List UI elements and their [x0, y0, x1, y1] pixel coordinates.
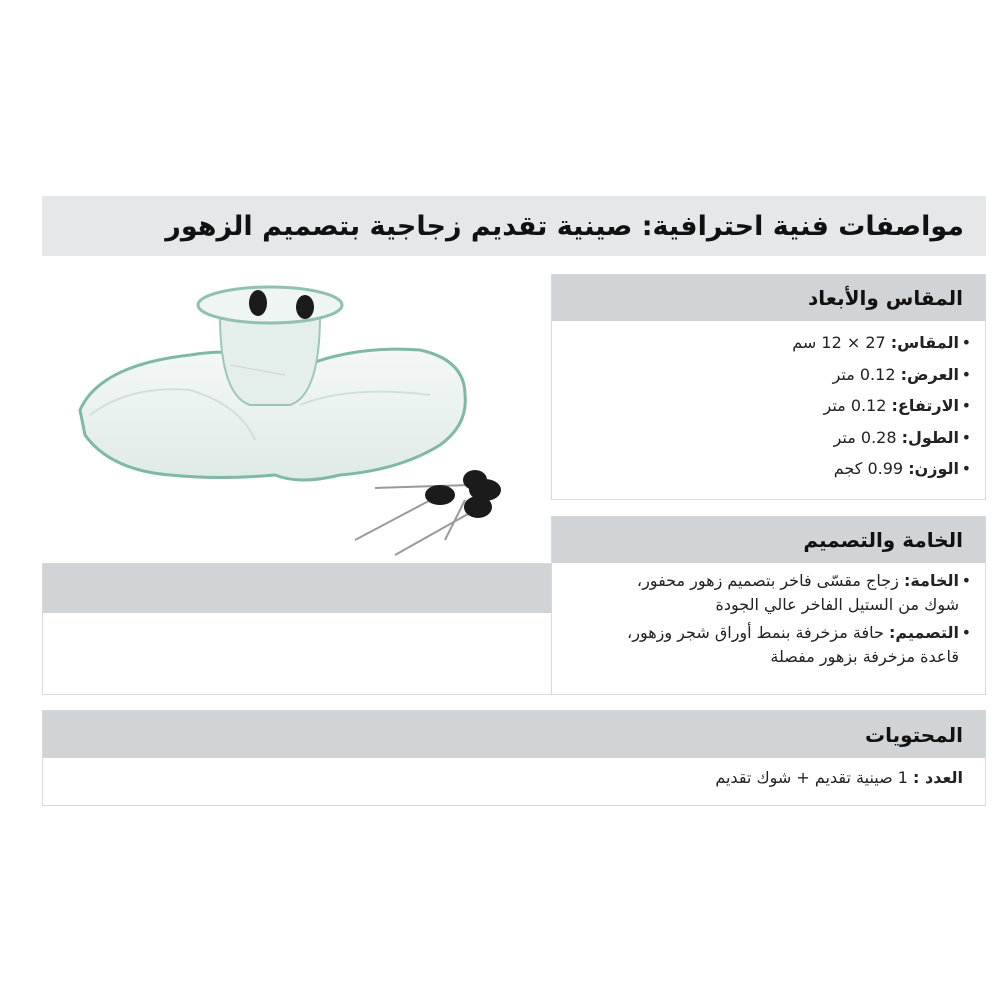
dimension-item: •الارتفاع: 0.12 متر — [823, 396, 971, 415]
contents-row — [43, 758, 985, 787]
product-image — [70, 275, 520, 565]
dimensions-list — [562, 327, 971, 485]
contents-value: 1 صينية تقديم + شوك تقديم — [715, 768, 908, 787]
title-bar — [42, 196, 986, 256]
material-item: •الخامة: زجاج مقسّى فاخر بتصميم زهور محفور، شوك من الستيل الفاخر عالي الجودة — [636, 571, 971, 614]
page-title: مواصفات فنية احترافية: صينية تقديم زجاجية بتصميم الزهور — [165, 210, 964, 242]
contents-panel — [42, 710, 986, 806]
dimension-item: •الوزن: 0.99 كجم — [833, 459, 971, 478]
dimensions-panel — [551, 274, 986, 500]
dimension-item: •الطول: 0.28 متر — [833, 427, 971, 447]
material-list — [562, 569, 971, 669]
contents-label: العدد : — [913, 768, 963, 787]
dimension-item: •العرض: 0.12 متر — [832, 364, 971, 384]
empty-table-cell — [42, 563, 552, 695]
glass-tray-illustration — [70, 275, 520, 565]
dimensions-heading: المقاس والأبعاد — [552, 275, 985, 321]
empty-header-band — [43, 564, 552, 613]
material-panel — [551, 516, 986, 695]
dimension-item: •المقاس: 27 × 12 سم — [792, 333, 971, 352]
material-heading: الخامة والتصميم — [552, 517, 985, 563]
contents-heading: المحتويات — [43, 711, 985, 758]
design-item: •التصميم: حافة مزخرفة بنمط أوراق شجر وزهور، قاعدة مزخرفة بزهور مفصلة — [627, 623, 971, 666]
